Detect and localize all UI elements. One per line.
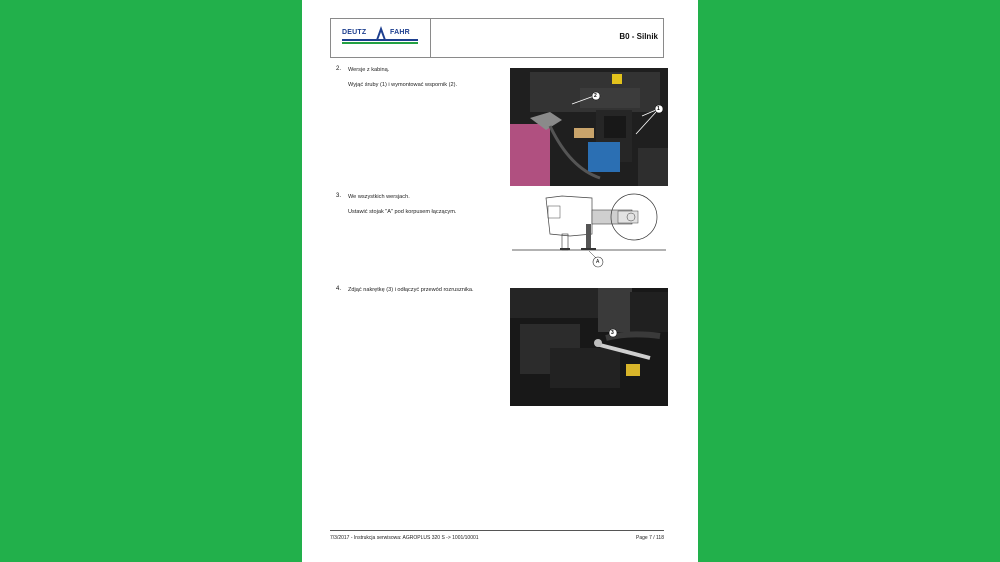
- logo-text-deutz: DEUTZ: [342, 29, 367, 36]
- footer-page-number: Page 7 / 118: [636, 535, 664, 541]
- step-number: 2.: [336, 66, 342, 72]
- logo-stripe-green: [342, 42, 418, 44]
- logo-text-fahr: FAHR: [390, 29, 410, 36]
- step-number: 4.: [336, 286, 342, 292]
- document-page: [302, 0, 698, 562]
- step-title: Wersje z kabiną.: [348, 67, 390, 73]
- starter-photo-illustration: [510, 288, 668, 406]
- step-instruction: Wyjąć śruby (1) i wymontować wspornik (2).: [348, 82, 458, 88]
- callout-label-2: 2: [594, 93, 597, 99]
- section-title: B0 - Silnik: [619, 32, 658, 41]
- logo-stripe-blue: [342, 39, 418, 41]
- callout-label-3: 3: [611, 330, 614, 336]
- step-title: Zdjąć nakrętkę (3) i odłączyć przewód rozrusznika.: [348, 287, 474, 293]
- step-number: 3.: [336, 193, 342, 199]
- engine-photo-illustration: [510, 68, 668, 186]
- diagram-stand-placement: [510, 190, 668, 270]
- footer-document-info: 7/3/2017 - Instrukcja serwisowa: AGROPLUS 320 S -> 1001/10001: [330, 535, 479, 541]
- photo-bracket-removal: [510, 68, 668, 186]
- page-header: [330, 18, 664, 58]
- step-instruction: Ustawić stojak "A" pod korpusem łączącym.: [348, 209, 457, 215]
- footer-rule: [330, 530, 664, 531]
- header-border: [330, 19, 331, 57]
- stand-diagram-illustration: [510, 190, 668, 270]
- deutz-fahr-logo: [340, 25, 420, 51]
- header-border: [663, 19, 664, 57]
- callout-label-1: 1: [657, 106, 660, 112]
- callout-label-a: A: [596, 259, 600, 265]
- photo-starter-cable: [510, 288, 668, 406]
- header-divider: [430, 19, 431, 57]
- step-title: We wszystkich wersjach.: [348, 194, 410, 200]
